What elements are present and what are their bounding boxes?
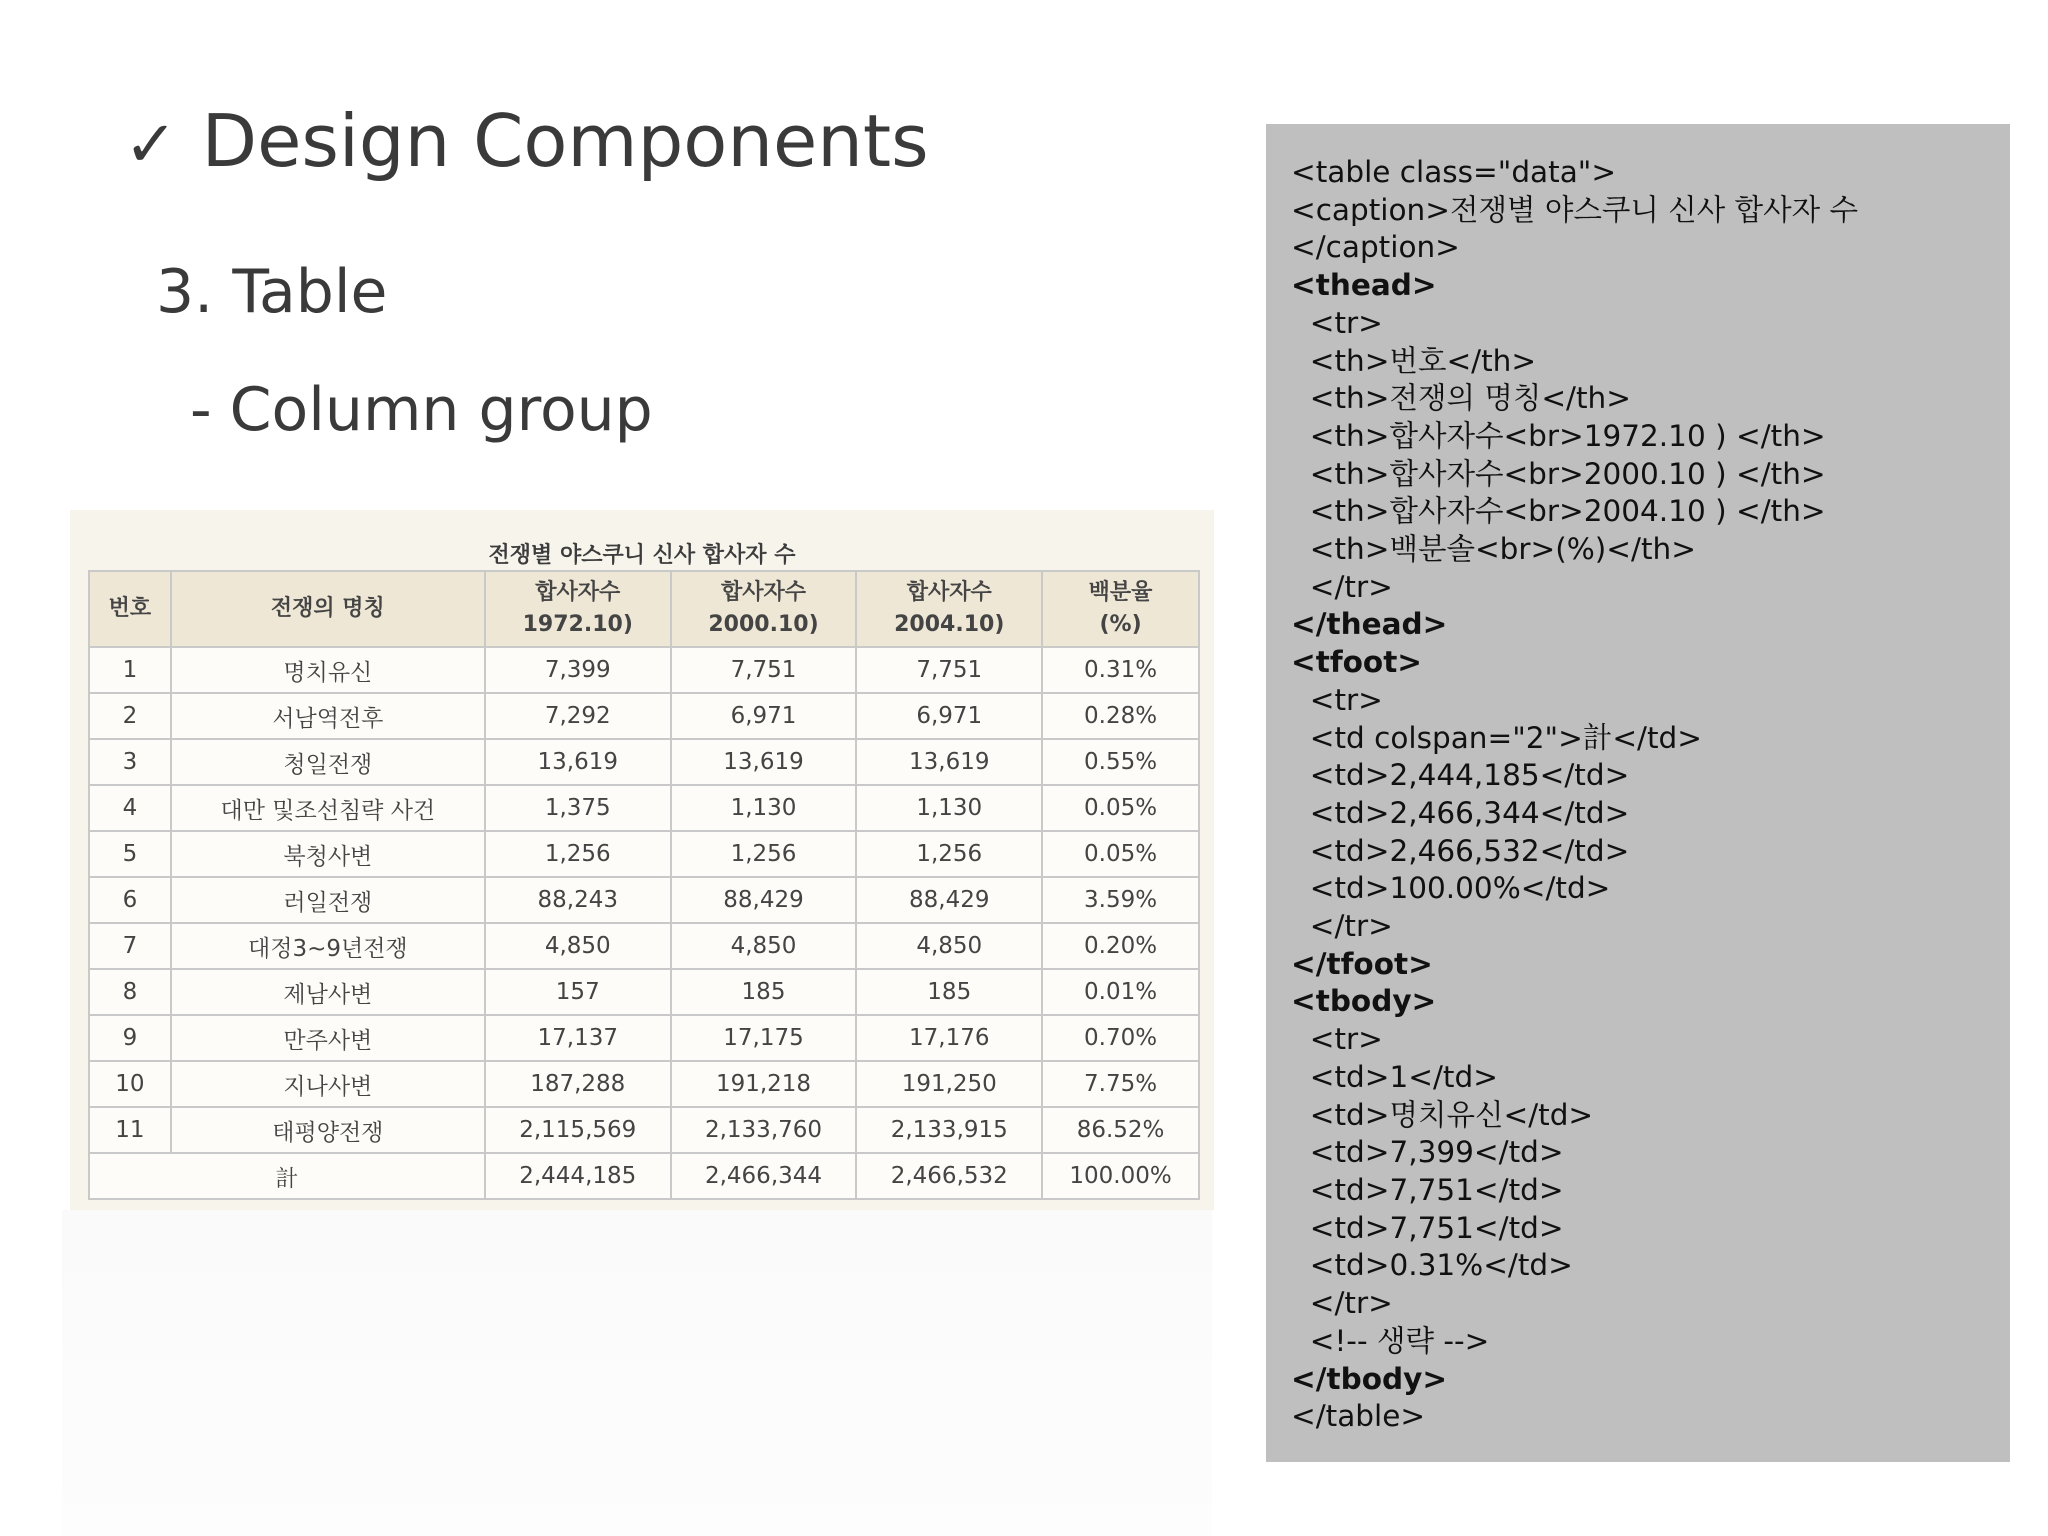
- table-cell: 10: [89, 1061, 171, 1107]
- code-line: <th>합사자수<br>1972.10 ) </th>: [1291, 418, 1826, 453]
- table-cell: 6,971: [671, 693, 857, 739]
- table-cell: 185: [671, 969, 857, 1015]
- table-header-cell: 합사자수 2000.10): [671, 571, 857, 647]
- code-line: <td>7,751</td>: [1291, 1172, 1564, 1207]
- code-line: <td>7,751</td>: [1291, 1210, 1564, 1245]
- table-cell: 88,429: [856, 877, 1042, 923]
- code-line: <td>1</td>: [1291, 1059, 1498, 1094]
- table-footer-cell: 2,466,532: [856, 1153, 1042, 1199]
- code-line: </thead>: [1291, 607, 1448, 642]
- code-line: <tfoot>: [1291, 645, 1423, 680]
- code-line: <td>명치유신</td>: [1291, 1097, 1594, 1132]
- table-cell: 88,429: [671, 877, 857, 923]
- code-listing: [1291, 154, 1858, 1436]
- slide-title: [124, 99, 929, 183]
- table-row: [89, 877, 1199, 923]
- table-cell: 185: [856, 969, 1042, 1015]
- section-heading: 3. Table: [156, 257, 388, 327]
- table-cell: 1,130: [856, 785, 1042, 831]
- table-cell: 러일전쟁: [171, 877, 485, 923]
- code-line: <td>100.00%</td>: [1291, 871, 1611, 906]
- table-cell: 0.28%: [1042, 693, 1199, 739]
- table-cell: 청일전쟁: [171, 739, 485, 785]
- table-head: [89, 571, 1199, 647]
- table-header-cell: 번호: [89, 571, 171, 647]
- table-cell: 4,850: [671, 923, 857, 969]
- table-cell: 191,250: [856, 1061, 1042, 1107]
- code-line: <td colspan="2">計</td>: [1291, 720, 1702, 755]
- code-line: <tr>: [1291, 305, 1383, 340]
- table-cell: 17,176: [856, 1015, 1042, 1061]
- table-row: [89, 1015, 1199, 1061]
- table-cell: 지나사변: [171, 1061, 485, 1107]
- table-cell: 7,751: [671, 647, 857, 693]
- table-header-cell: 백분율 (%): [1042, 571, 1199, 647]
- code-line: <th>전쟁의 명칭</th>: [1291, 381, 1631, 416]
- code-panel: [1266, 124, 2010, 1462]
- table-cell: 191,218: [671, 1061, 857, 1107]
- table-cell: 북청사변: [171, 831, 485, 877]
- dash-bullet: -: [190, 375, 212, 445]
- code-line: <td>2,444,185</td>: [1291, 758, 1630, 793]
- code-line: </tr>: [1291, 909, 1393, 944]
- code-line: </tfoot>: [1291, 946, 1433, 981]
- table-row: [89, 969, 1199, 1015]
- table-cell: 187,288: [485, 1061, 671, 1107]
- table-cell: 7,399: [485, 647, 671, 693]
- table-caption: 전쟁별 야스쿠니 신사 합사자 수: [488, 543, 796, 568]
- table-cell: 17,175: [671, 1015, 857, 1061]
- table-cell: 157: [485, 969, 671, 1015]
- code-line: <td>2,466,532</td>: [1291, 833, 1630, 868]
- table-cell: 1,130: [671, 785, 857, 831]
- table-cell: 6: [89, 877, 171, 923]
- table-cell: 2,133,760: [671, 1107, 857, 1153]
- table-row: [89, 1107, 1199, 1153]
- example-table: [88, 570, 1200, 1200]
- table-row: [89, 1061, 1199, 1107]
- table-cell: 0.20%: [1042, 923, 1199, 969]
- table-cell: 1,375: [485, 785, 671, 831]
- table-footer-cell: 2,444,185: [485, 1153, 671, 1199]
- table-header-cell: 합사자수 2004.10): [856, 571, 1042, 647]
- code-line: <thead>: [1291, 268, 1437, 303]
- table-cell: 1: [89, 647, 171, 693]
- code-line: <td>7,399</td>: [1291, 1135, 1564, 1170]
- table-cell: 3: [89, 739, 171, 785]
- table-cell: 7,751: [856, 647, 1042, 693]
- table-cell: 0.05%: [1042, 785, 1199, 831]
- table-row: [89, 647, 1199, 693]
- table-cell: 1,256: [485, 831, 671, 877]
- table-cell: 0.31%: [1042, 647, 1199, 693]
- code-line: <tr>: [1291, 1022, 1383, 1057]
- table-cell: 0.70%: [1042, 1015, 1199, 1061]
- code-line: <th>합사자수<br>2000.10 ) </th>: [1291, 456, 1826, 491]
- table-header-row: [89, 571, 1199, 647]
- table-cell: 태평양전쟁: [171, 1107, 485, 1153]
- table-footer-cell: 100.00%: [1042, 1153, 1199, 1199]
- table-cell: 6,971: [856, 693, 1042, 739]
- table-row: [89, 831, 1199, 877]
- code-line: <table class="data">: [1291, 155, 1617, 189]
- table-cell: 4: [89, 785, 171, 831]
- table-foot: [89, 1153, 1199, 1199]
- table-cell: 1,256: [671, 831, 857, 877]
- table-footer-row: [89, 1153, 1199, 1199]
- table-header-cell: 합사자수 1972.10): [485, 571, 671, 647]
- code-line: <caption>전쟁별 야스쿠니 신사 합사자 수: [1291, 192, 1858, 227]
- table-cell: 2,115,569: [485, 1107, 671, 1153]
- table-cell: 3.59%: [1042, 877, 1199, 923]
- code-line: </tr>: [1291, 569, 1393, 604]
- table-cell: 7,292: [485, 693, 671, 739]
- table-cell: 13,619: [671, 739, 857, 785]
- table-example-image: [70, 510, 1214, 1210]
- table-cell: 서남역전후: [171, 693, 485, 739]
- code-line: </tr>: [1291, 1286, 1393, 1321]
- table-cell: 4,850: [856, 923, 1042, 969]
- table-footer-cell: 計: [89, 1153, 485, 1199]
- subsection-heading-text: Column group: [229, 375, 653, 445]
- code-line: <tr>: [1291, 682, 1383, 717]
- table-cell: 86.52%: [1042, 1107, 1199, 1153]
- table-cell: 8: [89, 969, 171, 1015]
- table-cell: 0.05%: [1042, 831, 1199, 877]
- table-cell: 13,619: [485, 739, 671, 785]
- table-cell: 제남사변: [171, 969, 485, 1015]
- table-cell: 4,850: [485, 923, 671, 969]
- table-footer-cell: 2,466,344: [671, 1153, 857, 1199]
- table-cell: 2,133,915: [856, 1107, 1042, 1153]
- code-line: <th>번호</th>: [1291, 343, 1537, 378]
- table-cell: 7: [89, 923, 171, 969]
- code-line: <td>0.31%</td>: [1291, 1248, 1573, 1283]
- table-row: [89, 785, 1199, 831]
- table-cell: 13,619: [856, 739, 1042, 785]
- table-cell: 7.75%: [1042, 1061, 1199, 1107]
- code-line: <th>백분솔<br>(%)</th>: [1291, 532, 1696, 567]
- table-cell: 대만 및조선침략 사건: [171, 785, 485, 831]
- table-cell: 0.01%: [1042, 969, 1199, 1015]
- table-cell: 0.55%: [1042, 739, 1199, 785]
- table-row: [89, 923, 1199, 969]
- code-line: </caption>: [1291, 230, 1460, 265]
- table-row: [89, 739, 1199, 785]
- slide-title-text: Design Components: [201, 99, 929, 183]
- image-background: [62, 1210, 1212, 1536]
- subsection-heading: [190, 375, 653, 445]
- table-cell: 2: [89, 693, 171, 739]
- table-cell: 11: [89, 1107, 171, 1153]
- table-cell: 17,137: [485, 1015, 671, 1061]
- table-row: [89, 693, 1199, 739]
- code-line: <!-- 생략 -->: [1291, 1323, 1490, 1358]
- table-cell: 명치유신: [171, 647, 485, 693]
- table-cell: 88,243: [485, 877, 671, 923]
- code-line: <td>2,466,344</td>: [1291, 795, 1630, 830]
- table-header-cell: 전쟁의 명칭: [171, 571, 485, 647]
- table-cell: 9: [89, 1015, 171, 1061]
- table-cell: 1,256: [856, 831, 1042, 877]
- code-line: <tbody>: [1291, 984, 1437, 1019]
- table-body: [89, 647, 1199, 1153]
- checkmark-icon: ✓: [124, 108, 178, 182]
- table-cell: 대정3~9년전쟁: [171, 923, 485, 969]
- code-line: <th>합사자수<br>2004.10 ) </th>: [1291, 494, 1826, 529]
- code-line: </tbody>: [1291, 1361, 1448, 1396]
- table-cell: 5: [89, 831, 171, 877]
- code-line: </table>: [1291, 1399, 1426, 1434]
- table-cell: 만주사변: [171, 1015, 485, 1061]
